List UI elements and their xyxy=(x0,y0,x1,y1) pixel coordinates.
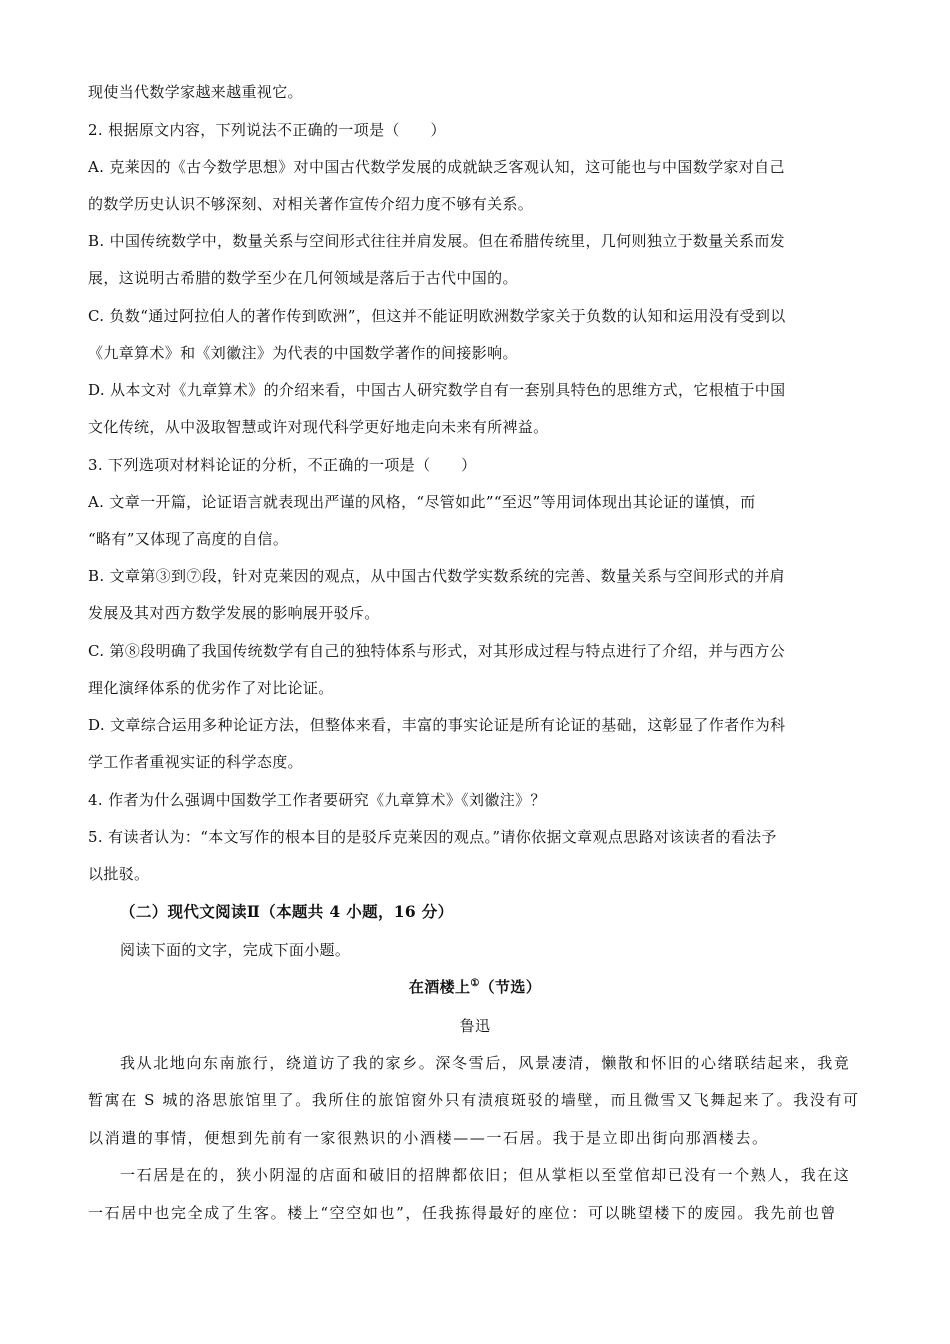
article-author: 鲁迅 xyxy=(459,1017,491,1035)
question-3: 3. 下列选项对材料论证的分析，不正确的一项是（ ） xyxy=(88,456,477,474)
text-line: 的数学历史认识不够深刻、对相关著作宣传介绍力度不够有关系。 xyxy=(88,195,534,213)
text-line: 现使当代数学家越来越重视它。 xyxy=(88,83,303,101)
text-line: 理化演绎体系的优劣作了对比论证。 xyxy=(88,679,334,697)
story-line: 暂寓在 S 城的洛思旅馆里了。我所住的旅馆窗外只有渍痕斑驳的墙壁，而且微雪又飞舞起来了。我没有可 xyxy=(88,1091,860,1109)
option-2d: D. 从本文对《九章算术》的介绍来看，中国古人研究数学自有一套别具特色的思维方式，它根植于中国 xyxy=(88,381,786,399)
text-line: 发展及其对西方数学发展的影响展开驳斥。 xyxy=(88,604,380,622)
story-line: 一石居中也完全成了生客。楼上“空空如也”，任我拣得最好的座位：可以眺望楼下的废园。我先前也曾 xyxy=(88,1204,837,1222)
question-2: 2. 根据原文内容，下列说法不正确的一项是（ ） xyxy=(88,121,446,139)
option-3b: B. 文章第③到⑦段，针对克莱因的观点，从中国古代数学实数系统的完善、数量关系与空间形式的并肩 xyxy=(88,567,786,585)
story-line: 我从北地向东南旅行，绕道访了我的家乡。深冬雪后，风景凄清，懒散和怀旧的心绪联结起来，我竟 xyxy=(120,1054,851,1072)
article-title-suffix: （节选） xyxy=(479,978,542,996)
text-line: “略有”又体现了高度的自信。 xyxy=(88,530,289,548)
option-3d: D. 文章综合运用多种论证方法，但整体来看，丰富的事实论证是所有论证的基础，这彰显了作者作为科 xyxy=(88,716,786,734)
text-line: 展，这说明古希腊的数学至少在几何领域是落后于古代中国的。 xyxy=(88,269,518,287)
text-line: 文化传统，从中汲取智慧或许对现代科学更好地走向未来有所裨益。 xyxy=(88,418,549,436)
section-heading: （二）现代文阅读Ⅱ（本题共 4 小题，16 分） xyxy=(120,902,454,921)
question-4: 4. 作者为什么强调中国数学工作者要研究《九章算术》《刘徽注》？ xyxy=(88,791,546,809)
option-2b: B. 中国传统数学中，数量关系与空间形式往往并肩发展。但在希腊传统里，几何则独立于数量关系而发 xyxy=(88,232,786,250)
instruction: 阅读下面的文字，完成下面小题。 xyxy=(120,941,351,959)
story-line: 以消遣的事情，便想到先前有一家很熟识的小酒楼——一石居。我于是立即出街向那酒楼去。 xyxy=(88,1129,769,1147)
footnote-mark: ① xyxy=(470,978,480,989)
article-title-text: 在酒楼上 xyxy=(408,978,471,996)
option-3a: A. 文章一开篇，论证语言就表现出严谨的风格，“尽管如此”“至迟”等用词体现出其论证的谨慎，而 xyxy=(88,493,756,511)
text-line: 学工作者重视实证的科学态度。 xyxy=(88,753,303,771)
option-2c: C. 负数“通过阿拉伯人的著作传到欧洲”，但这并不能证明欧洲数学家关于负数的认知和运用没有受到以 xyxy=(88,307,786,325)
option-3c: C. 第⑧段明确了我国传统数学有自己的独特体系与形式，对其形成过程与特点进行了介绍，并与西方公 xyxy=(88,642,785,660)
question-5: 5. 有读者认为：“本文写作的根本目的是驳斥克莱因的观点。”请你依据文章观点思路对该读者的看法予 xyxy=(88,828,777,846)
article-title xyxy=(0,977,950,997)
story-line: 一石居是在的，狭小阴湿的店面和破旧的招牌都依旧；但从掌柜以至堂倌却已没有一个熟人，我在这 xyxy=(120,1166,851,1184)
text-line: 《九章算术》和《刘徽注》为代表的中国数学著作的间接影响。 xyxy=(88,344,518,362)
text-line: 以批驳。 xyxy=(88,865,150,883)
option-2a: A. 克莱因的《古今数学思想》对中国古代数学发展的成就缺乏客观认知，这可能也与中国数学家对自己 xyxy=(88,158,785,176)
